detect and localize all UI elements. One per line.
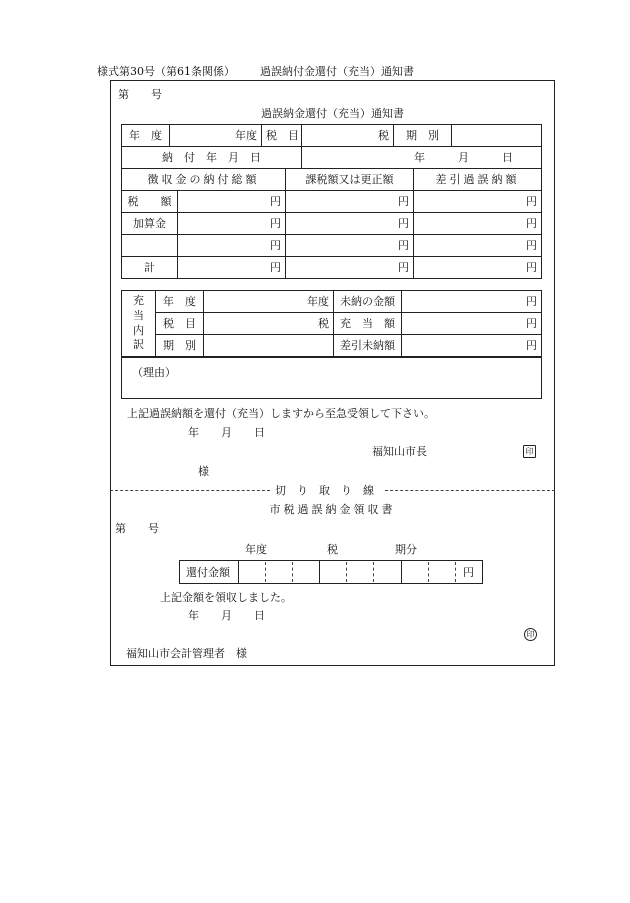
form-number: 様式第30号（第61条関係） bbox=[97, 65, 235, 78]
yen-unit: 円 bbox=[414, 213, 542, 235]
juto-sub-label: 充 当 額 bbox=[334, 313, 402, 335]
amount-row-label: 計 bbox=[122, 257, 178, 279]
amount-row-label: 税 額 bbox=[122, 191, 178, 213]
reason-label: （理由） bbox=[132, 366, 176, 379]
kibetsu-label: 期 別 bbox=[394, 125, 452, 147]
yen-unit: 円 bbox=[286, 191, 414, 213]
refund-amount-unit: 円 bbox=[463, 566, 474, 579]
amount-divider bbox=[319, 560, 320, 584]
receipt-title: 市税過誤納金領収書 bbox=[269, 503, 396, 516]
notice-number: 第 号 bbox=[118, 88, 162, 101]
cut-line-label: 切 り 取 り 線 bbox=[275, 484, 374, 497]
nendo-label: 年 度 bbox=[122, 125, 170, 147]
zei-unit: 税 bbox=[302, 125, 394, 147]
yen-unit: 円 bbox=[402, 313, 542, 335]
digit-divider bbox=[428, 562, 429, 582]
yen-unit: 円 bbox=[286, 213, 414, 235]
issuer-name: 福知山市長 bbox=[372, 445, 427, 458]
amount-divider bbox=[401, 560, 402, 584]
yen-unit: 円 bbox=[286, 235, 414, 257]
receipt-zei: 税 bbox=[327, 543, 338, 556]
yen-unit: 円 bbox=[402, 291, 542, 313]
digit-divider bbox=[265, 562, 266, 582]
juto-sub-label: 未納の金額 bbox=[334, 291, 402, 313]
yen-unit: 円 bbox=[178, 213, 286, 235]
juto-row-unit: 税 bbox=[204, 313, 334, 335]
juto-char: 内 bbox=[133, 323, 144, 337]
digit-divider bbox=[455, 562, 456, 582]
notice-table bbox=[121, 124, 542, 169]
juto-side-label bbox=[122, 291, 156, 357]
cut-line-left bbox=[110, 490, 270, 491]
notice-title: 過誤納金還付（充当）通知書 bbox=[261, 107, 404, 120]
juto-char: 訳 bbox=[133, 338, 144, 352]
yen-unit: 円 bbox=[414, 235, 542, 257]
amount-row-label bbox=[122, 235, 178, 257]
amount-table bbox=[121, 168, 542, 279]
zeimoku-label: 税 目 bbox=[262, 125, 302, 147]
payment-date-label: 納 付 年 月 日 bbox=[122, 147, 302, 169]
yen-unit: 円 bbox=[286, 257, 414, 279]
payment-date-value: 年 月 日 bbox=[302, 147, 542, 169]
juto-char: 充 bbox=[133, 293, 144, 307]
yen-unit: 円 bbox=[178, 191, 286, 213]
refund-amount-label: 還付金額 bbox=[186, 566, 230, 579]
addressee-suffix: 様 bbox=[198, 465, 209, 478]
digit-divider bbox=[292, 562, 293, 582]
receipt-kibun: 期分 bbox=[395, 543, 417, 556]
receipt-number: 第 号 bbox=[115, 522, 159, 535]
kibetsu-value bbox=[452, 125, 542, 147]
receipt-date-line: 年 月 日 bbox=[188, 609, 265, 622]
receipt-seal-icon: 印 bbox=[524, 628, 537, 641]
notice-message: 上記過誤納額を還付（充当）しますから至急受領して下さい。 bbox=[127, 407, 435, 420]
receipt-nendo: 年度 bbox=[245, 543, 267, 556]
cut-line-right bbox=[385, 490, 555, 491]
reason-box bbox=[121, 357, 542, 399]
yen-unit: 円 bbox=[402, 335, 542, 357]
amount-row-label: 加算金 bbox=[122, 213, 178, 235]
col-header-total-paid: 徴収金の納付総額 bbox=[122, 169, 286, 191]
notice-date-line: 年 月 日 bbox=[188, 426, 265, 439]
yen-unit: 円 bbox=[178, 257, 286, 279]
col-header-assessed: 課税額又は更正額 bbox=[286, 169, 414, 191]
yen-unit: 円 bbox=[414, 191, 542, 213]
juto-row-unit bbox=[204, 335, 334, 357]
amount-divider bbox=[238, 560, 239, 584]
juto-sub-label: 差引未納額 bbox=[334, 335, 402, 357]
juto-table bbox=[121, 290, 542, 357]
receipt-addressee: 福知山市会計管理者 様 bbox=[126, 647, 247, 660]
col-header-overpaid: 差引過誤納額 bbox=[414, 169, 542, 191]
juto-char: 当 bbox=[133, 308, 144, 322]
issuer-seal-icon: 印 bbox=[523, 445, 536, 458]
form-title: 過誤納付金還付（充当）通知書 bbox=[260, 65, 414, 78]
juto-row-label: 期 別 bbox=[156, 335, 204, 357]
digit-divider bbox=[373, 562, 374, 582]
yen-unit: 円 bbox=[178, 235, 286, 257]
juto-row-label: 税 目 bbox=[156, 313, 204, 335]
receipt-message: 上記金額を領収しました。 bbox=[160, 591, 292, 604]
juto-row-label: 年 度 bbox=[156, 291, 204, 313]
digit-divider bbox=[346, 562, 347, 582]
juto-row-unit: 年度 bbox=[204, 291, 334, 313]
nendo-unit: 年度 bbox=[170, 125, 262, 147]
yen-unit: 円 bbox=[414, 257, 542, 279]
